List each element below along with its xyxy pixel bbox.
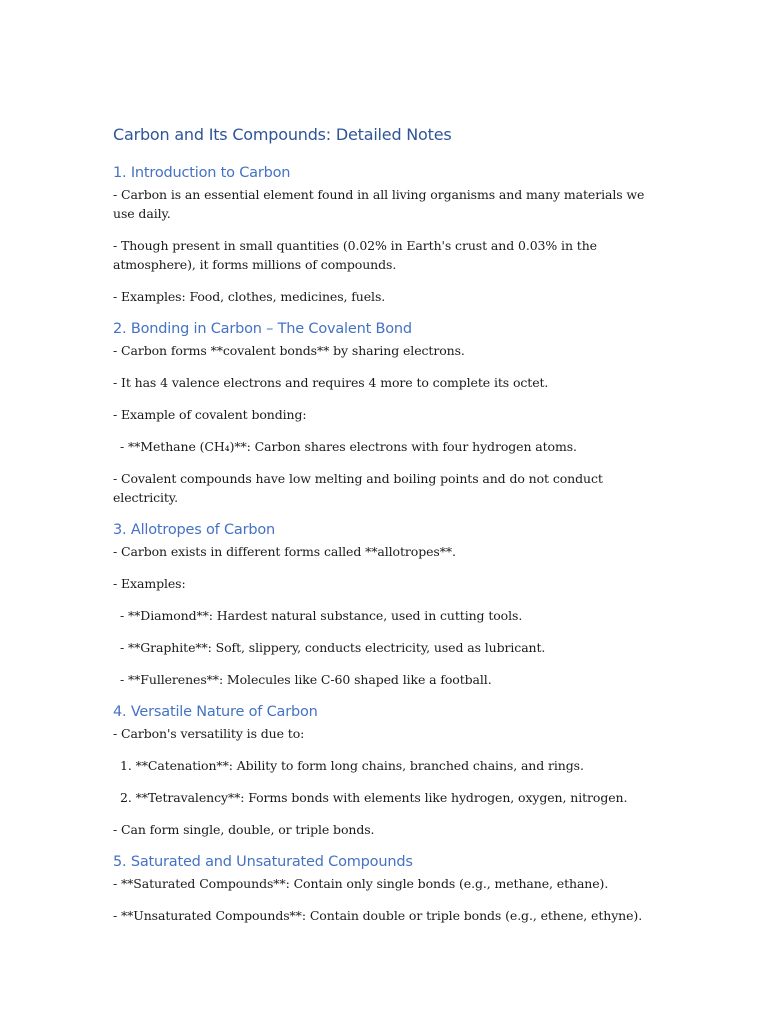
paragraph: 1. **Catenation**: Ability to form long chains, branched chains, and rings. bbox=[120, 758, 584, 773]
paragraph: - Example of covalent bonding: bbox=[113, 407, 307, 422]
paragraph: - **Saturated Compounds**: Contain only single bonds (e.g., methane, ethane). bbox=[113, 876, 609, 891]
document-title: Carbon and Its Compounds: Detailed Notes bbox=[113, 125, 452, 144]
paragraph: - Carbon forms **covalent bonds** by sharing electrons. bbox=[113, 343, 465, 358]
paragraph: - Carbon's versatility is due to: bbox=[113, 726, 305, 741]
section-saturated-unsaturated bbox=[113, 852, 656, 925]
paragraph: - Covalent compounds have low melting and boiling points and do not conduct electricity. bbox=[113, 471, 603, 505]
section-heading: 2. Bonding in Carbon – The Covalent Bond bbox=[113, 321, 412, 337]
paragraph: - **Fullerenes**: Molecules like C-60 shaped like a football. bbox=[120, 672, 492, 687]
paragraph: 2. **Tetravalency**: Forms bonds with elements like hydrogen, oxygen, nitrogen. bbox=[120, 790, 628, 805]
paragraph: - Though present in small quantities (0.02% in Earth's crust and 0.03% in the atmosphere), it forms millions of compounds. bbox=[113, 238, 597, 272]
paragraph: - **Unsaturated Compounds**: Contain double or triple bonds (e.g., ethene, ethyne). bbox=[113, 908, 643, 923]
section-bonding bbox=[113, 319, 656, 507]
section-versatile-nature bbox=[113, 702, 656, 839]
paragraph: - Can form single, double, or triple bonds. bbox=[113, 822, 375, 837]
paragraph: - Carbon is an essential element found in all living organisms and many materials we use daily. bbox=[113, 187, 645, 221]
paragraph: - **Diamond**: Hardest natural substance, used in cutting tools. bbox=[120, 608, 523, 623]
paragraph: - Examples: Food, clothes, medicines, fuels. bbox=[113, 289, 386, 304]
section-heading: 4. Versatile Nature of Carbon bbox=[113, 704, 318, 720]
section-introduction bbox=[113, 163, 656, 306]
section-heading: 3. Allotropes of Carbon bbox=[113, 522, 276, 538]
paragraph: - Examples: bbox=[113, 576, 186, 591]
paragraph: - It has 4 valence electrons and requires 4 more to complete its octet. bbox=[113, 375, 549, 390]
section-allotropes bbox=[113, 520, 656, 689]
section-heading: 5. Saturated and Unsaturated Compounds bbox=[113, 854, 413, 870]
paragraph: - Carbon exists in different forms called **allotropes**. bbox=[113, 544, 456, 559]
section-heading: 1. Introduction to Carbon bbox=[113, 165, 291, 181]
paragraph: - **Graphite**: Soft, slippery, conducts electricity, used as lubricant. bbox=[120, 640, 546, 655]
paragraph: - **Methane (CH₄)**: Carbon shares electrons with four hydrogen atoms. bbox=[120, 439, 577, 454]
